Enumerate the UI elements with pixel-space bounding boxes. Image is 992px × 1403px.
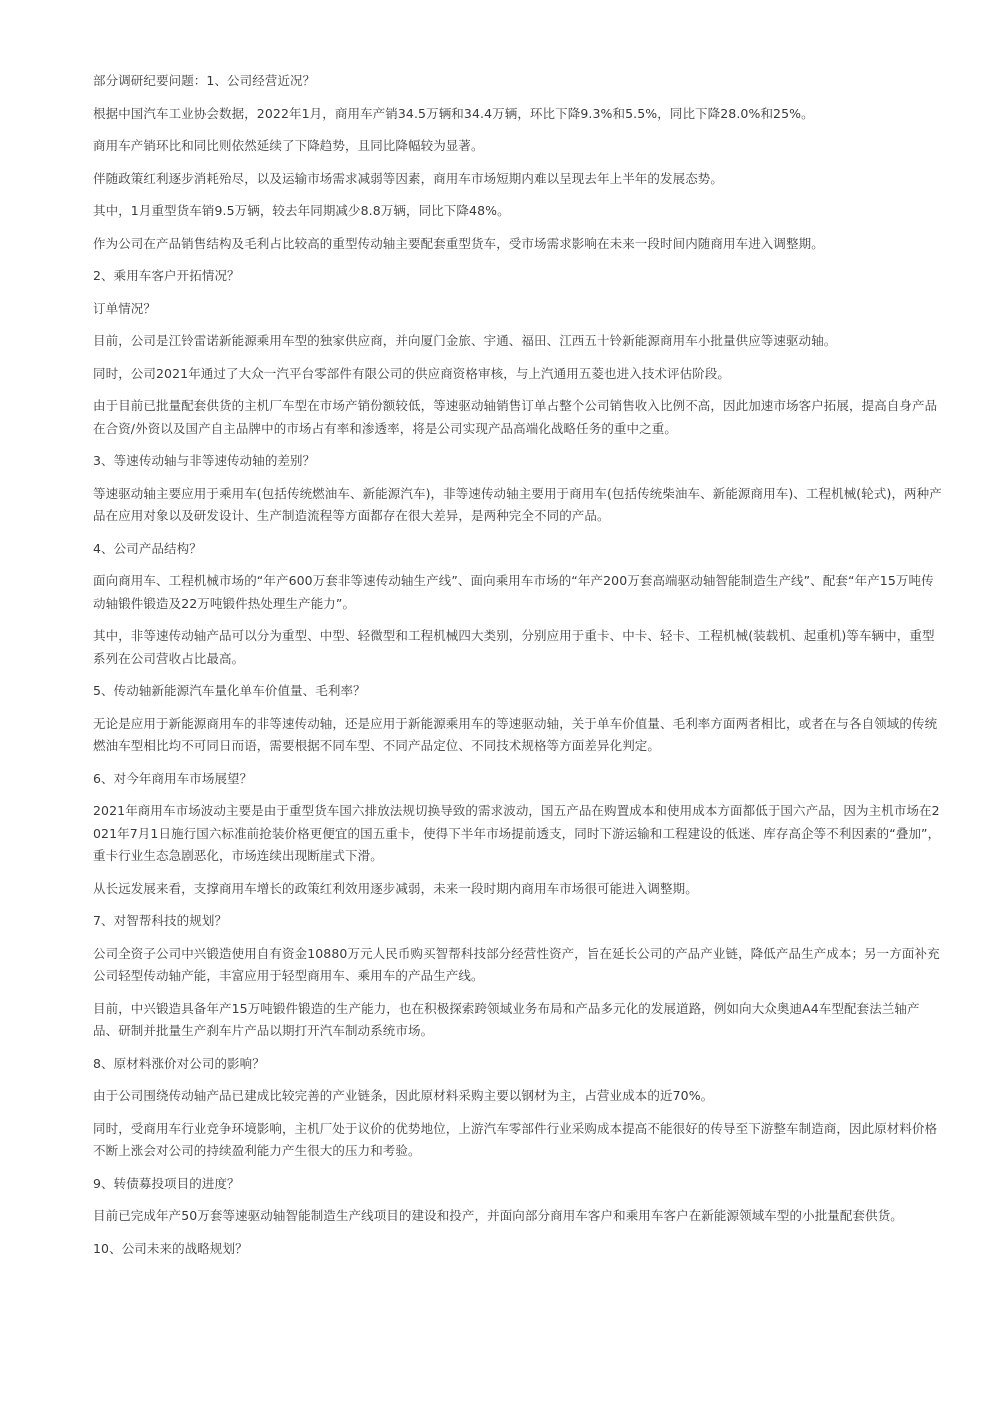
- paragraph-22: 7、对智帮科技的规划？: [93, 913, 228, 928]
- paragraph-15: 面向商用车、工程机械市场的“年产600万套非等速传动轴生产线”、面向乘用车市场的“年产200万套高端驱动轴智能制造生产线”、配套“年产15万吨传动轴锻件锻造及22万吨锻件热处理生产能力”。: [93, 573, 934, 611]
- paragraph-3: 商用车产销环比和同比则依然延续了下降趋势，且同比降幅较为显著。: [93, 138, 484, 153]
- paragraph-16: 其中，非等速传动轴产品可以分为重型、中型、轻微型和工程机械四大类别，分别应用于重卡、中卡、轻卡、工程机械(装载机、起重机)等车辆中，重型系列在公司营收占比最高。: [93, 628, 935, 666]
- paragraph-12: 3、等速传动轴与非等速传动轴的差别？: [93, 453, 316, 468]
- paragraph-8: 订单情况？: [93, 300, 157, 316]
- paragraph-26: 由于公司围绕传动轴产品已建成比较完善的产业链条，因此原材料采购主要以钢材为主，占营业成本的近70%。: [93, 1088, 714, 1103]
- paragraph-20: 2021年商用车市场波动主要是由于重型货车国六排放法规切换导致的需求波动，国五产品在购置成本和使用成本方面都低于国六产品，因为主机市场在2021年7月1日施行国六标准前抢装价格更便宜的国五重卡，使得下半年市场提前透支，同时下游运输和工程建设的低迷、库存高企等不利因素的“叠加”，重卡行业生态急剧恶化，市场连续出现断崖式下滑。: [93, 803, 941, 863]
- paragraph-5: 其中，1月重型货车销9.5万辆，较去年同期减少8.8万辆，同比下降48%。: [93, 203, 510, 218]
- paragraph-30: 10、公司未来的战略规划？: [93, 1240, 248, 1256]
- paragraph-23: 公司全资子公司中兴锻造使用自有资金10880万元人民币购买智帮科技部分经营性资产，旨在延长公司的产品产业链，降低产品生产成本；另一方面补充公司轻型传动轴产能，丰富应用于轻型商用车、乘用车的产品生产线。: [93, 945, 940, 983]
- paragraph-27: 同时，受商用车行业竞争环境影响，主机厂处于议价的优势地位，上游汽车零部件行业采购成本提高不能很好的传导至下游整车制造商，因此原材料价格不断上涨会对公司的持续盈利能力产生很大的压力和考验。: [93, 1120, 938, 1158]
- paragraph-9: 目前，公司是江铃雷诺新能源乘用车型的独家供应商，并向厦门金旅、宇通、福田、江西五十铃新能源商用车小批量供应等速驱动轴。: [93, 333, 837, 348]
- paragraph-11: 由于目前已批量配套供货的主机厂车型在市场产销份额较低，等速驱动轴销售订单占整个公司销售收入比例不高，因此加速市场客户拓展，提高自身产品在合资/外资以及国产自主品牌中的市场占有率和渗透率，将是公司实现产品高端化战略任务的重中之重。: [93, 398, 938, 436]
- paragraph-2: 根据中国汽车工业协会数据，2022年1月，商用车产销34.5万辆和34.4万辆，环比下降9.3%和5.5%，同比下降28.0%和25%。: [93, 105, 814, 121]
- paragraph-25: 8、原材料涨价对公司的影响？: [93, 1055, 265, 1071]
- paragraph-17: 5、传动轴新能源汽车量化单车价值量、毛利率？: [93, 683, 366, 698]
- paragraph-14: 4、公司产品结构？: [93, 540, 202, 556]
- document-body: [93, 70, 943, 1270]
- paragraph-13: 等速驱动轴主要应用于乘用车(包括传统燃油车、新能源汽车)，非等速传动轴主要用于商用车(包括传统柴油车、新能源商用车)、工程机械(轮式)，两种产品在应用对象以及研发设计、生产制造流程等方面都存在很大差异，是两种完全不同的产品。: [93, 485, 942, 523]
- paragraph-19: 6、对今年商用车市场展望？: [93, 770, 253, 786]
- paragraph-7: 2、乘用车客户开拓情况？: [93, 268, 240, 283]
- paragraph-6: 作为公司在产品销售结构及毛利占比较高的重型传动轴主要配套重型货车，受市场需求影响在未来一段时间内随商用车进入调整期。: [93, 235, 824, 251]
- paragraph-28: 9、转债募投项目的进度？: [93, 1175, 240, 1191]
- paragraph-29: 目前已完成年产50万套等速驱动轴智能制造生产线项目的建设和投产，并面向部分商用车客户和乘用车客户在新能源领域车型的小批量配套供货。: [93, 1208, 903, 1223]
- paragraph-1: 部分调研纪要问题：1、公司经营近况？: [93, 73, 316, 88]
- paragraph-10: 同时，公司2021年通过了大众一汽平台零部件有限公司的供应商资格审核，与上汽通用五菱也进入技术评估阶段。: [93, 365, 731, 381]
- paragraph-24: 目前，中兴锻造具备年产15万吨锻件锻造的生产能力，也在积极探索跨领域业务布局和产品多元化的发展道路，例如向大众奥迪A4车型配套法兰轴产品、研制并批量生产刹车片产品以期打开汽车制动系统市场。: [93, 1000, 920, 1038]
- paragraph-21: 从长远发展来看，支撑商用车增长的政策红利效用逐步减弱，未来一段时期内商用车市场很可能进入调整期。: [93, 880, 698, 896]
- paragraph-18: 无论是应用于新能源商用车的非等速传动轴，还是应用于新能源乘用车的等速驱动轴，关于单车价值量、毛利率方面两者相比，或者在与各自领域的传统燃油车型相比均不可同日而语，需要根据不同车型、不同产品定位、不同技术规格等方面差异化判定。: [93, 715, 938, 753]
- paragraph-4: 伴随政策红利逐步消耗殆尽，以及运输市场需求减弱等因素，商用车市场短期内难以呈现去年上半年的发展态势。: [93, 170, 724, 186]
